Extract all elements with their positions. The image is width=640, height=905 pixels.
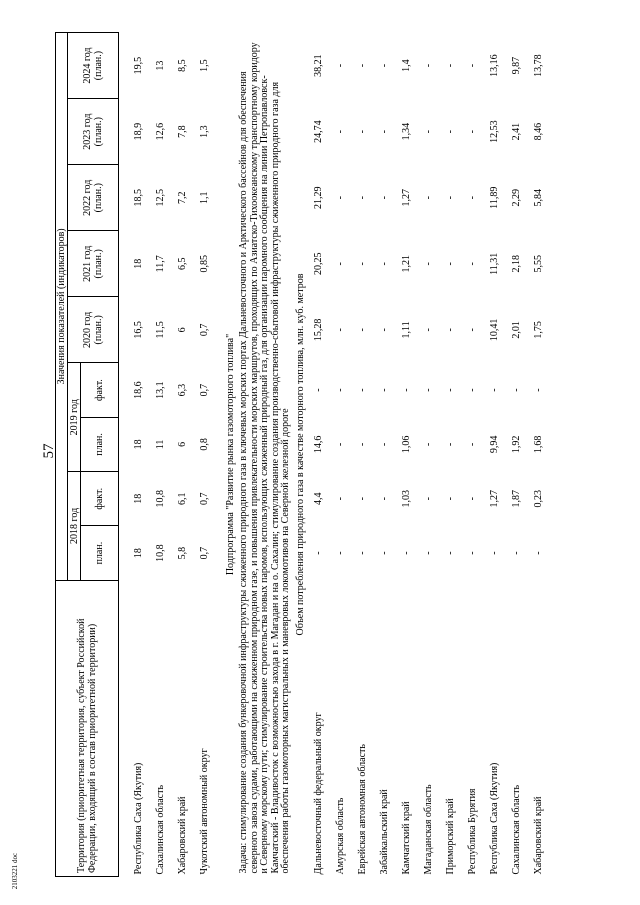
table-row — [171, 33, 193, 877]
territory-header: Территория (приоритетная территория, субъект Российской Федерации, входящий в состав приоритетной территории) — [56, 580, 119, 876]
value-cell: - — [357, 442, 368, 447]
table-header — [56, 33, 119, 877]
value-cell: - — [379, 63, 390, 68]
territory-name: Республика Саха (Якутия) — [132, 762, 144, 875]
value-cell: - — [467, 262, 478, 266]
value-cell: 1,1 — [198, 191, 210, 204]
value-cell: 2,01 — [511, 321, 522, 339]
value-cell: - — [335, 328, 346, 332]
value-cell: - — [379, 388, 390, 392]
value-cell: - — [357, 551, 368, 555]
value-cell: 6,1 — [176, 492, 188, 505]
year-2018-header: 2018 год — [68, 472, 81, 581]
indicators-header: Значения показателей (индикаторов) — [56, 33, 68, 581]
value-cell: 2,41 — [511, 122, 522, 141]
subprogram-title: Подпрограмма "Развитие рынка газомоторного топлива" — [224, 333, 236, 576]
value-cell: - — [423, 328, 434, 332]
territory-name: Забайкальский край — [379, 789, 390, 875]
year-2023-header: 2023 год (план.) — [68, 99, 119, 165]
fact-header: факт. — [81, 472, 119, 526]
value-cell: - — [445, 551, 456, 555]
value-cell: - — [379, 551, 390, 555]
table-row — [528, 33, 550, 877]
value-cell: 9,94 — [489, 435, 500, 454]
value-cell: 5,55 — [533, 255, 544, 273]
value-cell: - — [445, 497, 456, 501]
value-cell: 12,6 — [154, 122, 166, 141]
table-row — [374, 33, 396, 877]
value-cell: - — [467, 130, 478, 134]
table-row — [352, 33, 374, 877]
value-cell: - — [357, 497, 368, 501]
value-cell: - — [335, 551, 346, 555]
page-number: 57 — [41, 443, 57, 459]
table-row — [418, 33, 440, 877]
value-cell: 1,03 — [401, 490, 412, 508]
value-cell: 1,34 — [401, 122, 412, 141]
territory-name: Хабаровский край — [533, 796, 544, 875]
value-cell: 20,25 — [313, 252, 324, 276]
value-cell: 1,11 — [401, 321, 412, 339]
table-row — [149, 33, 171, 877]
value-cell: - — [445, 63, 456, 68]
value-cell: 18,5 — [132, 188, 144, 207]
value-cell: - — [423, 130, 434, 134]
value-cell: - — [379, 442, 390, 447]
value-cell: 1,92 — [511, 435, 522, 454]
value-cell: 10,41 — [489, 318, 500, 342]
value-cell: 18,9 — [132, 122, 144, 141]
plan-header: план. — [81, 526, 119, 580]
value-cell: 24,74 — [313, 120, 324, 143]
value-cell: 6,5 — [176, 257, 188, 271]
value-cell: 6,3 — [176, 383, 188, 397]
value-cell: 0,23 — [533, 490, 544, 508]
year-2021-header: 2021 год (план.) — [68, 231, 119, 297]
value-cell: 0,7 — [198, 492, 210, 505]
value-cell: 10,8 — [154, 544, 166, 562]
value-cell: - — [511, 551, 522, 555]
value-cell: - — [313, 388, 324, 392]
value-cell: - — [423, 551, 434, 555]
value-cell: - — [357, 63, 368, 68]
value-cell: 11,7 — [154, 255, 166, 273]
value-cell: 13 — [154, 60, 166, 71]
value-cell: - — [401, 551, 412, 555]
value-cell: 2,29 — [511, 188, 522, 207]
territory-name: Республика Бурятия — [467, 788, 478, 875]
value-cell: - — [423, 388, 434, 392]
value-cell: - — [445, 388, 456, 392]
value-cell: 1,27 — [401, 188, 412, 207]
task-description: Задача: стимулирование создания бункеровочной инфраструктуры сжиженного природного газа в ключевых морских портах Дальневосточного и Арктического бассейнов для обеспечения северного завоза судами, работающими на сжиженном природном газе, и повышения привлекательности морских маршрутов, проходящих по Азиатско-Тихоокеанскому транспортному коридору и Северному морскому пути; стимулирование строительства новых паромов, использующих сжиженный природный газ, для организации паромного сообщения на линии Петропавловск-Камчатский - Владивосток с возможностью захода в г. Магадан и на о. Сахалин; стимулирование создания производственно-сбытовой инфраструктуры сжиженного природного газа для обеспечения работы газомоторных магистральных и маневровых локомотивов на Северной железной дороге — [238, 42, 291, 874]
value-cell: 14,6 — [313, 435, 324, 454]
value-cell: 1,4 — [401, 59, 412, 72]
value-cell: 11,5 — [154, 321, 166, 339]
value-cell: - — [379, 196, 390, 200]
territory-name: Магаданская область — [423, 784, 434, 875]
value-cell: 7,2 — [176, 191, 188, 204]
indicators-table — [55, 32, 550, 877]
year-2019-header: 2019 год — [68, 363, 81, 472]
value-cell: 1,75 — [533, 321, 544, 339]
value-cell: 1,21 — [401, 255, 412, 273]
value-cell: 0,7 — [198, 546, 210, 560]
spacer — [215, 33, 223, 877]
territory-name: Сахалинская область — [511, 784, 522, 875]
territory-name: Сахалинская область — [154, 784, 166, 875]
value-cell: 18,6 — [132, 381, 144, 399]
value-cell: - — [467, 328, 478, 332]
value-cell: - — [467, 63, 478, 68]
value-cell: - — [423, 262, 434, 266]
value-cell: - — [467, 388, 478, 392]
value-cell: 9,87 — [511, 56, 522, 75]
value-cell: - — [335, 196, 346, 200]
territory-name: Хабаровский край — [176, 796, 188, 875]
value-cell: - — [379, 497, 390, 501]
value-cell: - — [423, 442, 434, 447]
value-cell: - — [313, 551, 324, 555]
value-cell: 13,78 — [533, 54, 544, 77]
value-cell: 0,85 — [198, 255, 210, 273]
value-cell: 16,5 — [132, 321, 144, 339]
value-cell: - — [423, 196, 434, 200]
year-2020-header: 2020 год (план.) — [68, 297, 119, 363]
value-cell: - — [445, 262, 456, 266]
value-cell: - — [445, 328, 456, 332]
table-row — [484, 33, 506, 877]
value-cell: 6 — [176, 441, 188, 447]
value-cell: - — [489, 388, 500, 392]
value-cell: 1,27 — [489, 490, 500, 508]
value-cell: - — [357, 130, 368, 134]
value-cell: - — [335, 262, 346, 266]
value-cell: 1,3 — [198, 125, 210, 138]
value-cell: 18 — [132, 258, 144, 269]
indicator-title: Объем потребления природного газа в качестве моторного топлива, млн. куб. метров — [295, 273, 306, 636]
value-cell: - — [401, 388, 412, 392]
value-cell: 18 — [132, 493, 144, 504]
value-cell: 18 — [132, 548, 144, 559]
value-cell: 38,21 — [313, 54, 324, 77]
value-cell: - — [533, 388, 544, 392]
value-cell: - — [423, 497, 434, 501]
value-cell: 1,5 — [198, 59, 210, 72]
value-cell: 11 — [154, 439, 166, 450]
value-cell: - — [467, 196, 478, 200]
value-cell: - — [511, 388, 522, 392]
value-cell: - — [335, 388, 346, 392]
value-cell: - — [379, 130, 390, 134]
value-cell: 19,5 — [132, 56, 144, 75]
value-cell: 12,53 — [489, 120, 500, 143]
table-row — [462, 33, 484, 877]
table-body — [119, 33, 550, 877]
year-2024-header: 2024 год (план.) — [68, 33, 119, 99]
value-cell: 0,7 — [198, 383, 210, 397]
value-cell: 18 — [132, 439, 144, 450]
table-row — [193, 33, 215, 877]
value-cell: 1,87 — [511, 490, 522, 508]
value-cell: 0,8 — [198, 438, 210, 451]
territory-name: Чукотский автономный округ — [198, 748, 210, 875]
territory-name: Дальневосточный федеральный округ — [313, 712, 324, 875]
value-cell: - — [335, 63, 346, 68]
footer-code: 2103221 doc — [11, 852, 19, 890]
value-cell: - — [357, 262, 368, 266]
territory-name: Амурская область — [335, 797, 346, 875]
value-cell: - — [423, 63, 434, 68]
plan-header: план. — [81, 417, 119, 471]
value-cell: 11,31 — [489, 252, 500, 275]
spacer — [119, 33, 128, 877]
value-cell: 13,1 — [154, 381, 166, 399]
table-row — [308, 33, 330, 877]
value-cell: - — [357, 196, 368, 200]
table-row — [440, 33, 462, 877]
year-2022-header: 2022 год (план.) — [68, 165, 119, 231]
value-cell: - — [489, 551, 500, 555]
table-row — [127, 33, 149, 877]
territory-name: Еврейская автономная область — [357, 744, 368, 875]
value-cell: 11,89 — [489, 186, 500, 209]
value-cell: 4,4 — [313, 492, 324, 505]
territory-name: Республика Саха (Якутия) — [489, 762, 500, 875]
value-cell: - — [467, 551, 478, 555]
rotated-table-sheet — [55, 32, 585, 877]
value-cell: 5,8 — [176, 546, 188, 560]
value-cell: - — [379, 328, 390, 332]
value-cell: - — [357, 328, 368, 332]
value-cell: 5,84 — [533, 188, 544, 207]
value-cell: - — [445, 442, 456, 447]
value-cell: - — [335, 497, 346, 501]
value-cell: - — [335, 442, 346, 447]
value-cell: - — [335, 130, 346, 134]
value-cell: - — [533, 551, 544, 555]
value-cell: 8,46 — [533, 122, 544, 141]
value-cell: - — [379, 262, 390, 266]
table-row — [396, 33, 418, 877]
value-cell: - — [467, 497, 478, 501]
value-cell: 7,8 — [176, 125, 188, 138]
value-cell: - — [467, 442, 478, 447]
value-cell: 15,28 — [313, 318, 324, 342]
value-cell: - — [445, 196, 456, 200]
territory-name: Камчатский край — [401, 801, 412, 875]
value-cell: 10,8 — [154, 490, 166, 508]
value-cell: 21,29 — [313, 186, 324, 209]
value-cell: - — [445, 130, 456, 134]
fact-header: факт. — [81, 363, 119, 417]
value-cell: 1,68 — [533, 435, 544, 454]
value-cell: 1,06 — [401, 435, 412, 454]
value-cell: 8,5 — [176, 59, 188, 72]
value-cell: 12,5 — [154, 188, 166, 207]
territory-name: Приморский край — [445, 798, 456, 875]
value-cell: - — [357, 388, 368, 392]
value-cell: 2,18 — [511, 255, 522, 273]
table-row — [506, 33, 528, 877]
value-cell: 0,7 — [198, 323, 210, 337]
value-cell: 6 — [176, 327, 188, 333]
value-cell: 13,16 — [489, 54, 500, 77]
table-row — [330, 33, 352, 877]
